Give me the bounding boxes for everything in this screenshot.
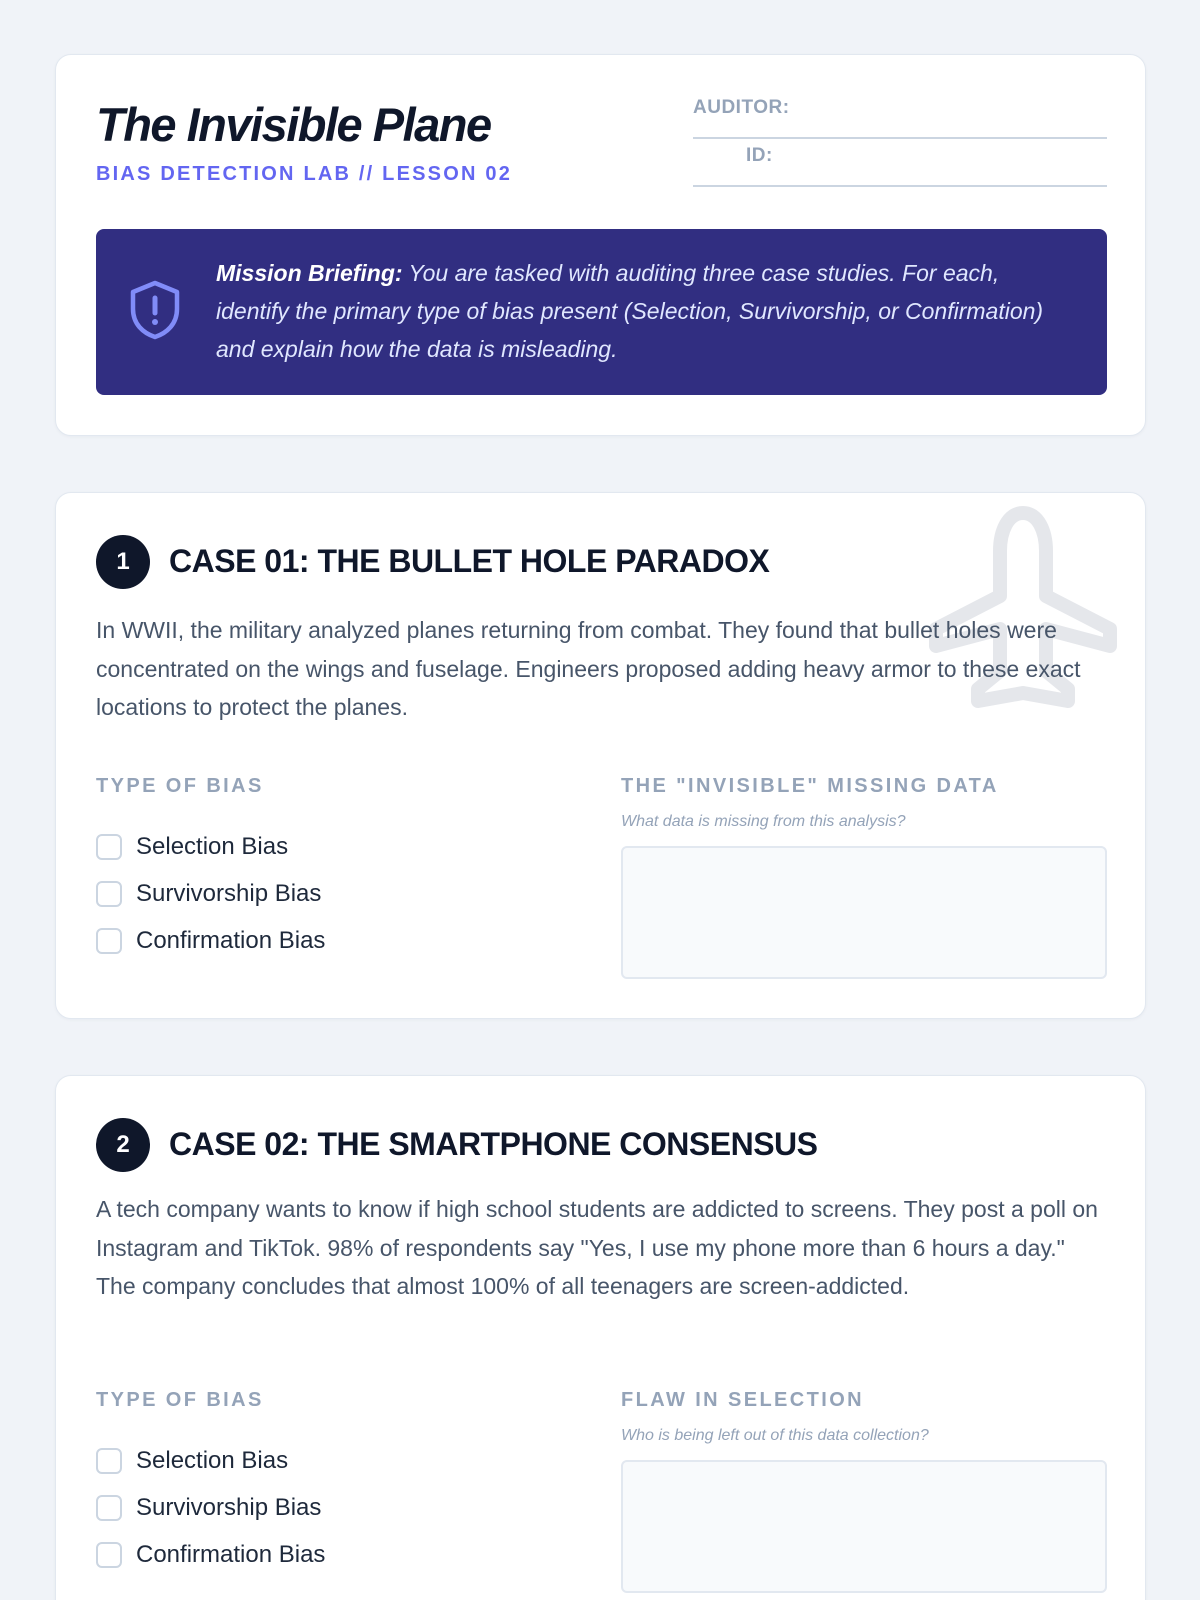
option-label: Survivorship Bias xyxy=(136,1493,322,1521)
missing-data-label: THE "INVISIBLE" MISSING DATA xyxy=(621,775,999,797)
bias-type-label: TYPE OF BIAS xyxy=(96,775,264,797)
header-card xyxy=(55,54,1146,436)
answer-textarea[interactable] xyxy=(621,1460,1107,1593)
option-survivorship-bias[interactable] xyxy=(96,1484,325,1531)
page-subtitle: BIAS DETECTION LAB // LESSON 02 xyxy=(96,163,513,185)
case-number-badge: 1 xyxy=(96,535,150,589)
briefing-body: You are tasked with auditing three case studies. For each, identify the primary type of bias present (Selection, Survivorship, or Confirmation) and explain how the data is misleading. xyxy=(216,260,1044,362)
option-label: Selection Bias xyxy=(136,1446,289,1474)
checkbox[interactable] xyxy=(96,834,122,860)
option-label: Selection Bias xyxy=(136,832,289,860)
auditor-fields xyxy=(693,91,1107,187)
option-label: Survivorship Bias xyxy=(136,879,322,907)
bias-options xyxy=(96,823,325,964)
option-confirmation-bias[interactable] xyxy=(96,1531,325,1578)
case-title: CASE 01: THE BULLET HOLE PARADOX xyxy=(169,543,770,579)
shield-alert-icon xyxy=(128,279,182,341)
page-title: The Invisible Plane xyxy=(96,98,491,151)
mission-briefing xyxy=(96,229,1107,395)
bias-options xyxy=(96,1437,325,1578)
id-label: ID: xyxy=(746,145,773,166)
option-label: Confirmation Bias xyxy=(136,1540,326,1568)
option-selection-bias[interactable] xyxy=(96,823,325,870)
option-label: Confirmation Bias xyxy=(136,926,326,954)
case-title: CASE 02: THE SMARTPHONE CONSENSUS xyxy=(169,1126,818,1162)
selection-flaw-label: FLAW IN SELECTION xyxy=(621,1389,865,1411)
checkbox[interactable] xyxy=(96,928,122,954)
option-confirmation-bias[interactable] xyxy=(96,917,325,964)
auditor-label: AUDITOR: xyxy=(693,97,790,118)
briefing-lead: Mission Briefing: xyxy=(216,260,403,286)
checkbox[interactable] xyxy=(96,1448,122,1474)
briefing-text xyxy=(216,254,1061,368)
checkbox[interactable] xyxy=(96,881,122,907)
bias-type-label: TYPE OF BIAS xyxy=(96,1389,264,1411)
answer-textarea[interactable] xyxy=(621,846,1107,979)
checkbox[interactable] xyxy=(96,1495,122,1521)
case-description: A tech company wants to know if high school students are addicted to screens. They post a poll on Instagram and TikTok. 98% of respondents say "Yes, I use my phone more than 6 hours a day." The company concludes that almost 100% of all teenagers are screen-addicted. xyxy=(96,1196,1098,1299)
case-number-badge: 2 xyxy=(96,1118,150,1172)
answer-hint: What data is missing from this analysis? xyxy=(621,813,906,830)
auditor-field[interactable] xyxy=(693,91,1107,139)
case-card-1 xyxy=(55,492,1146,1019)
answer-hint: Who is being left out of this data collection? xyxy=(621,1427,929,1444)
id-field[interactable] xyxy=(693,139,1107,187)
option-selection-bias[interactable] xyxy=(96,1437,325,1484)
case-card-2 xyxy=(55,1075,1146,1600)
case-description: In WWII, the military analyzed planes returning from combat. They found that bullet holes were concentrated on the wings and fuselage. Engineers proposed adding heavy armor to these exact locations to protect the planes. xyxy=(96,617,1081,720)
checkbox[interactable] xyxy=(96,1542,122,1568)
option-survivorship-bias[interactable] xyxy=(96,870,325,917)
